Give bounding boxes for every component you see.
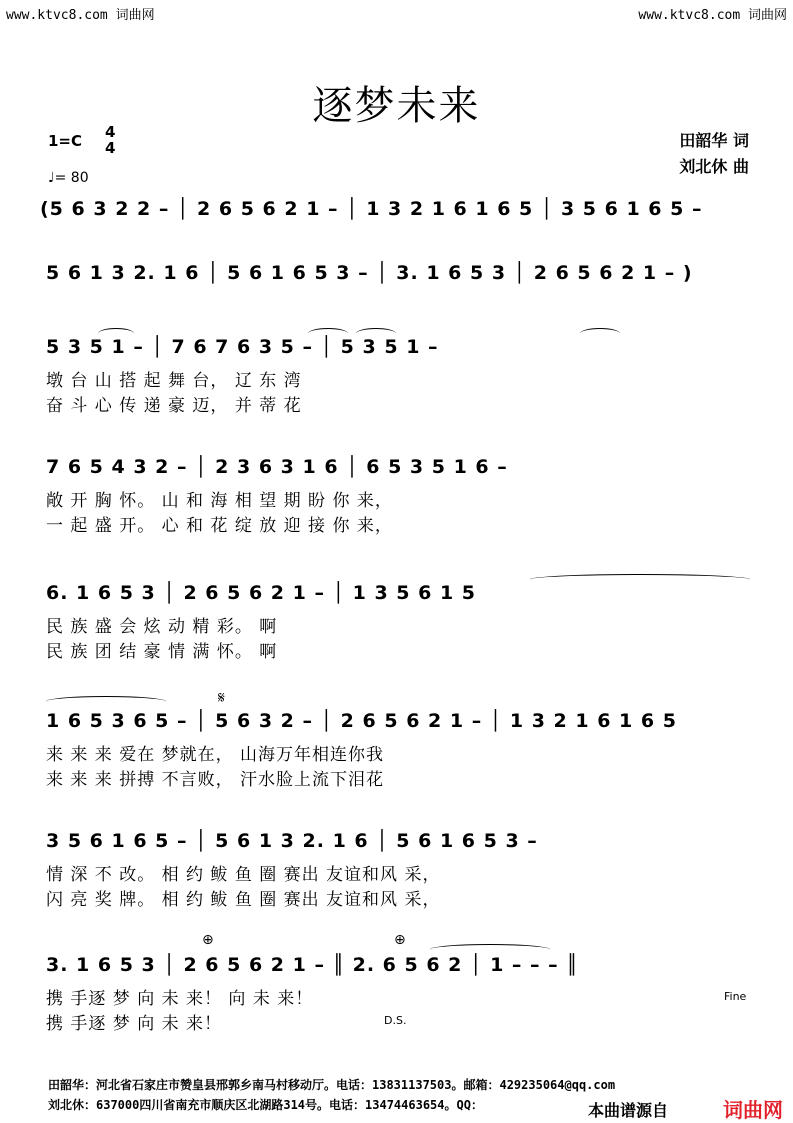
- system-5-lyric-1: 民 族 盛 会 炫 动 精 彩。 啊: [46, 617, 278, 637]
- system-4-notes: 7 6 5 4 3 2 – │ 2 3 6 3 1 6 │ 6 5 3 5 1 6 –: [46, 456, 508, 478]
- system-7-lyric-1: 情 深 不 改。 相 约 鲅 鱼 圈 赛出 友谊和风 采，: [46, 865, 441, 885]
- system-5-notes: 6. 1 6 5 3 │ 2 6 5 6 2 1 – │ 1 3 5 6 1 5: [46, 582, 477, 604]
- system-8-lyric-1: 携 手逐 梦 向 未 来！ 向 未 来！: [46, 989, 314, 1009]
- system-7-notes: 3 5 6 1 6 5 – │ 5 6 1 3 2. 1 6 │ 5 6 1 6 5 3 –: [46, 830, 538, 852]
- tie: [580, 328, 620, 339]
- quarter-note-icon: ♩: [48, 170, 55, 186]
- system-3-lyric-1: 墩 台 山 搭 起 舞 台， 辽 东 湾: [46, 371, 302, 391]
- system-2-notes: 5 6 1 3 2. 1 6 │ 5 6 1 6 5 3 – │ 3. 1 6 5 3 │ 2 6 5 6 2 1 – ): [46, 262, 693, 284]
- key-signature: 1=C: [48, 132, 83, 150]
- tie: [430, 944, 550, 955]
- time-bottom: 4: [105, 139, 116, 157]
- system-8-lyric-2: 携 手逐 梦 向 未 来！: [46, 1014, 223, 1034]
- system-3-notes: 5 3 5 1 – │ 7 6 7 6 3 5 – │ 5 3 5 1 –: [46, 336, 439, 358]
- tie: [356, 328, 396, 339]
- system-3-lyric-2: 奋 斗 心 传 递 豪 迈， 并 蒂 花: [46, 396, 302, 416]
- composer: 刘北休 曲: [679, 157, 749, 176]
- tie: [98, 328, 134, 339]
- site-logo[interactable]: 词曲网: [723, 1098, 783, 1122]
- tie: [530, 574, 750, 585]
- footer-lyricist-contact: 田韶华：河北省石家庄市赞皇县邢郭乡南马村移动厅。电话：13831137503。邮箱：429235064@qq.com: [48, 1078, 616, 1092]
- coda-mark-2: ⊕: [394, 932, 406, 948]
- system-7-lyric-2: 闪 亮 奖 牌。 相 约 鲅 鱼 圈 赛出 友谊和风 采，: [46, 890, 441, 910]
- coda-mark-1: ⊕: [202, 932, 214, 948]
- source-label: 本曲谱源自: [588, 1101, 669, 1120]
- ds-mark: D.S.: [384, 1014, 407, 1027]
- system-6-lyric-2: 来 来 来 拼搏 不言败， 汗水脸上流下泪花: [46, 770, 385, 790]
- tie: [308, 328, 348, 339]
- system-4-lyric-1: 敞 开 胸 怀。 山 和 海 相 望 期 盼 你 来，: [46, 491, 393, 511]
- system-6-notes: 1 6 5 3 6 5 – │ 5 6 3 2 – │ 2 6 5 6 2 1 – │ 1 3 2 1 6 1 6 5: [46, 710, 677, 732]
- time-top: 4: [105, 123, 116, 141]
- segno-mark: 𝄋: [218, 688, 225, 707]
- system-1-notes: (5 6 3 2 2 – │ 2 6 5 6 2 1 – │ 1 3 2 1 6 1 6 5 │ 3 5 6 1 6 5 –: [40, 198, 703, 220]
- tempo-value: = 80: [54, 170, 89, 186]
- tempo-mark: [48, 170, 89, 186]
- watermark-left: www.ktvc8.com 词曲网: [6, 8, 155, 23]
- system-6-lyric-1: 来 来 来 爱在 梦就在， 山海万年相连你我: [46, 745, 385, 765]
- system-4-lyric-2: 一 起 盛 开。 心 和 花 绽 放 迎 接 你 来，: [46, 516, 393, 536]
- footer-composer-contact: 刘北休：637000四川省南充市顺庆区北湖路314号。电话：13474463654。QQ：: [48, 1098, 483, 1112]
- song-title: 逐梦未来: [312, 83, 481, 129]
- tie: [46, 696, 166, 707]
- time-signature: [105, 124, 115, 156]
- system-8-notes: 3. 1 6 5 3 │ 2 6 5 6 2 1 – ║ 2. 6 5 6 2 │ 1 – – – ║: [46, 954, 579, 976]
- fine-mark: Fine: [724, 990, 747, 1003]
- system-5-lyric-2: 民 族 团 结 豪 情 满 怀。 啊: [46, 642, 278, 662]
- lyricist: 田韶华 词: [679, 131, 749, 150]
- watermark-right: www.ktvc8.com 词曲网: [638, 8, 787, 23]
